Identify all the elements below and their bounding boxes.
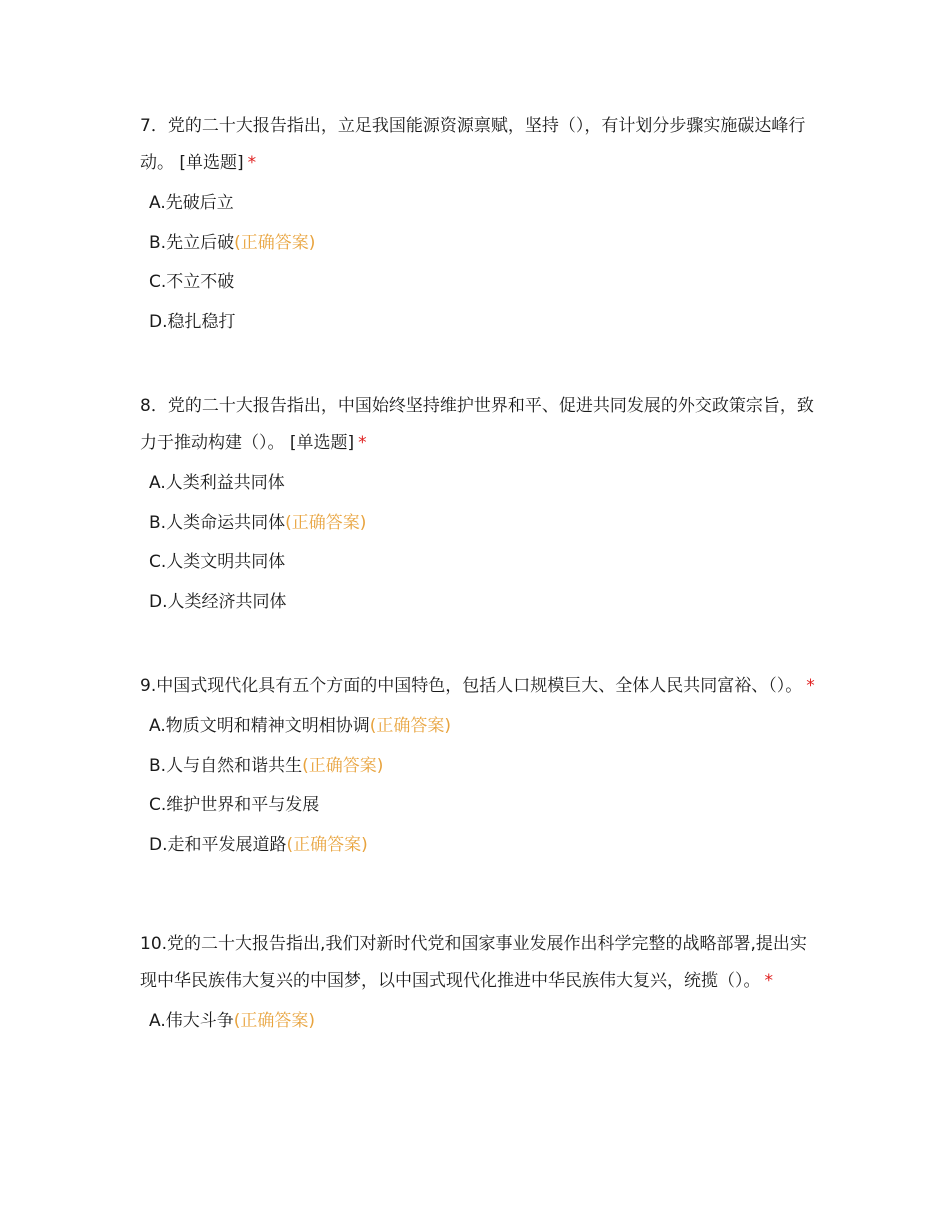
question-7: [140, 108, 820, 351]
option-text: C.不立不破: [149, 272, 235, 292]
option-a: [149, 1011, 820, 1031]
question-text: 9.中国式现代化具有五个方面的中国特色，包括人口规模巨大、全体人民共同富裕、（）。: [140, 676, 803, 696]
question-title: [140, 108, 820, 182]
option-list: [140, 1011, 820, 1031]
question-8: [140, 388, 820, 631]
option-d: [149, 312, 820, 332]
correct-answer-tag: (正确答案): [285, 512, 367, 533]
correct-answer-tag: (正确答案): [302, 755, 384, 776]
option-text: A.人类利益共同体: [149, 473, 285, 493]
option-text: A.伟大斗争: [149, 1011, 234, 1031]
question-title: [140, 668, 820, 705]
option-text: D.人类经济共同体: [149, 591, 287, 612]
correct-answer-tag: (正确答案): [286, 834, 368, 855]
correct-answer-tag: (正确答案): [369, 716, 451, 736]
option-b: [149, 756, 820, 776]
question-title: [140, 926, 820, 1000]
option-b: [149, 233, 820, 253]
question-text: 10.党的二十大报告指出,我们对新时代党和国家事业发展作出科学完整的战略部署,提出实现中华民族伟大复兴的中国梦，以中国式现代化推进中华民族伟大复兴，统揽（）。: [140, 934, 807, 991]
question-text: 8．党的二十大报告指出，中国始终坚持维护世界和平、促进共同发展的外交政策宗旨，致力于推动构建（）。 [单选题]: [140, 396, 814, 453]
question-title: [140, 388, 820, 462]
correct-answer-tag: (正确答案): [233, 1011, 315, 1031]
required-star: *: [764, 971, 773, 991]
correct-answer-tag: (正确答案): [234, 232, 316, 253]
required-star: *: [358, 433, 367, 453]
option-b: [149, 513, 820, 533]
option-d: [149, 835, 820, 855]
option-text: C.人类文明共同体: [149, 552, 286, 572]
option-text: B.人与自然和谐共生: [149, 755, 303, 776]
option-text: C.维护世界和平与发展: [149, 795, 320, 815]
option-text: D.稳扎稳打: [149, 311, 236, 332]
option-a: [149, 193, 820, 213]
option-c: [149, 552, 820, 572]
option-text: B.先立后破: [149, 232, 235, 253]
option-d: [149, 592, 820, 612]
option-text: B.人类命运共同体: [149, 512, 286, 533]
option-text: A.物质文明和精神文明相协调: [149, 716, 370, 736]
option-c: [149, 272, 820, 292]
question-9: [140, 668, 820, 874]
required-star: *: [247, 153, 257, 173]
option-list: [140, 473, 820, 612]
option-text: A.先破后立: [149, 193, 234, 213]
required-star: *: [806, 676, 815, 696]
option-c: [149, 795, 820, 815]
question-text: 7．党的二十大报告指出，立足我国能源资源禀赋，坚持（），有计划分步骤实施碳达峰行动。 [单选题]: [140, 116, 806, 173]
option-list: [140, 716, 820, 855]
option-list: [140, 193, 820, 332]
question-10: [140, 926, 820, 1051]
option-text: D.走和平发展道路: [149, 834, 287, 855]
option-a: [149, 473, 820, 493]
option-a: [149, 716, 820, 736]
